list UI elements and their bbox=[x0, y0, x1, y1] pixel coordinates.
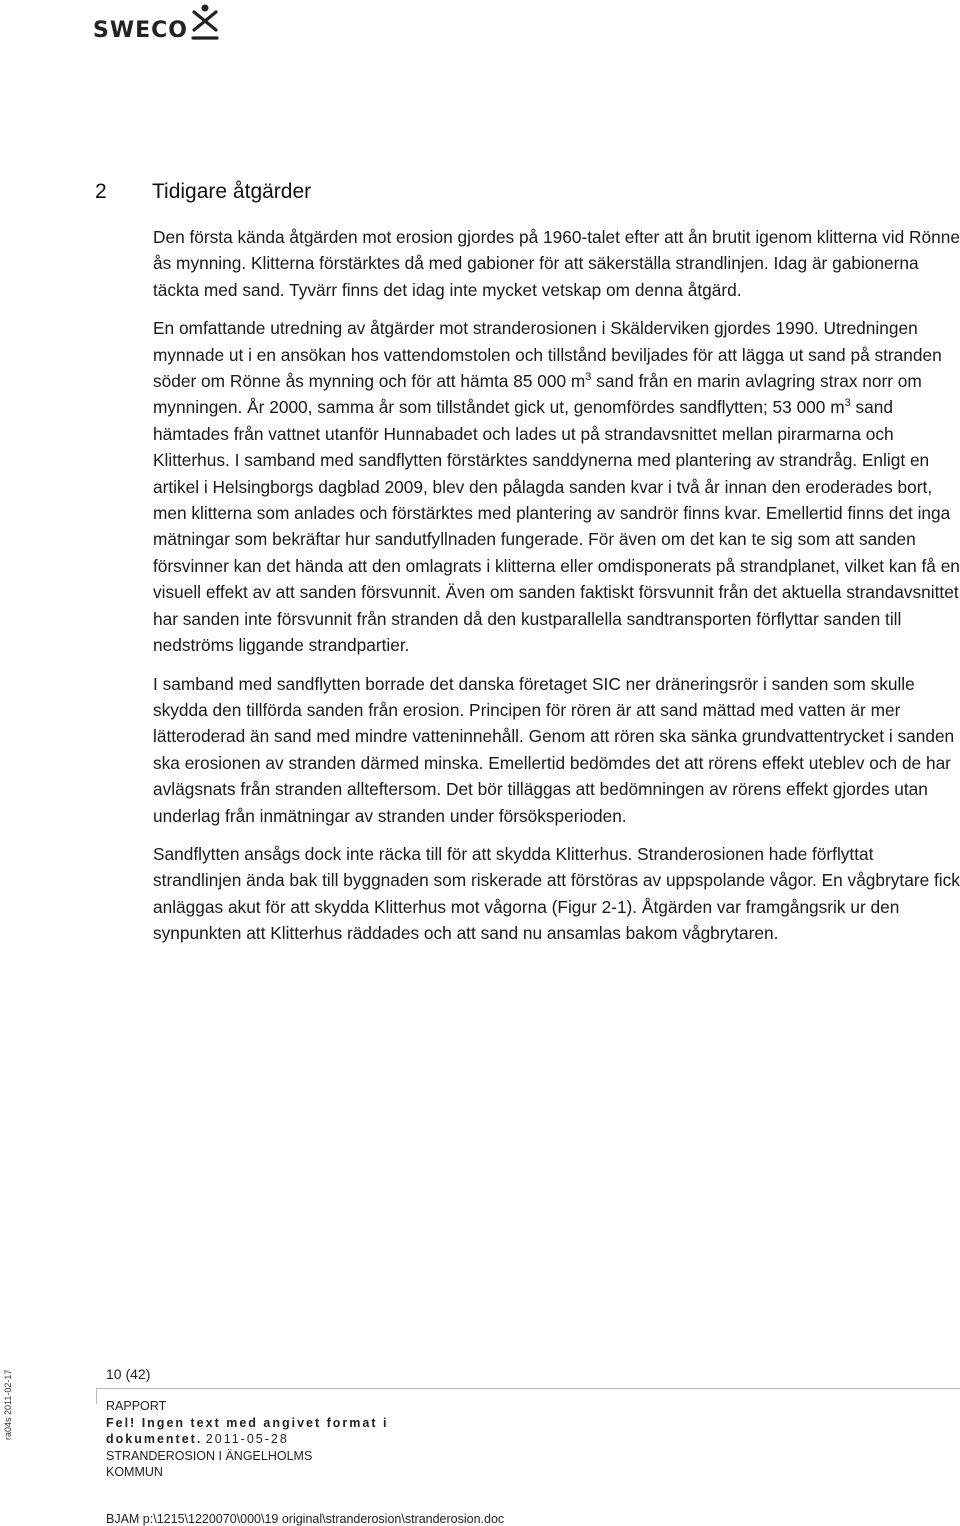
footer-divider-tick bbox=[96, 1388, 97, 1404]
paragraph: Den första kända åtgärden mot erosion gjordes på 1960-talet efter att ån brutit igenom klitterna vid Rönne ås mynning. Klitterna förstärktes då med gabioner för att säkerställa strandlinjen. Idag är gabionerna täckta med sand. Tyvärr finns det idag inte mycket vetskap om denna åtgärd. bbox=[153, 227, 960, 300]
section-title: Tidigare åtgärder bbox=[152, 180, 312, 203]
superscript: 3 bbox=[844, 397, 851, 410]
superscript: 3 bbox=[585, 371, 592, 384]
footer-date: 2011-05-28 bbox=[205, 1432, 289, 1446]
sweco-logo bbox=[93, 4, 223, 44]
section-number: 2 bbox=[95, 180, 107, 203]
paragraph: Sandflytten ansågs dock inte räcka till för att skydda Klitterhus. Stranderosionen hade förflyttat strandlinjen ända bak till byggnaden som riskerade att förstöras av uppspolande vågor. En vågbrytare fick anläggas akut för att skydda Klitterhus mot vågorna (Figur 2-1). Åtgärden var framgångsrik ur den synpunkten att Klitterhus räddades och att sand nu ansamlas bakom vågbrytaren. bbox=[153, 843, 960, 944]
footer-title-line: KOMMUN bbox=[106, 1465, 163, 1479]
sweco-figure-icon bbox=[191, 4, 219, 40]
footer-error-text: Fel! Ingen text med angivet format i bbox=[106, 1415, 389, 1430]
footer bbox=[106, 1398, 506, 1481]
body-text bbox=[153, 224, 960, 959]
footer-title-line: STRANDEROSION I ÄNGELHOLMS bbox=[106, 1448, 313, 1463]
section-heading bbox=[95, 180, 311, 204]
footer-file-path: BJAM p:\1215\1220070\000\19 original\stranderosion\stranderosion.doc bbox=[106, 1512, 505, 1526]
footer-divider bbox=[96, 1388, 960, 1389]
page-number: 10 (42) bbox=[106, 1366, 151, 1382]
footer-error-date-line: dokumentet. 2011-05-28 bbox=[106, 1432, 289, 1446]
footer-doc-type: RAPPORT bbox=[106, 1399, 167, 1413]
paragraph: En omfattande utredning av åtgärder mot stranderosionen i Skälderviken gjordes 1990. Utredningen mynnade ut i en ansökan hos vattendomstolen och tillstånd beviljades för att lägga ut sand på stranden söder om Rönne ås mynning och för att hämta 85 000 $m^3$ sand från en marin avlagring strax norr om mynningen. År 2000, samma år som tillståndet gick ut, genomfördes sandflytten; 53 000 $m^3$ sand hämtades från vattnet utanför Hunnabadet och lades ut på strandavsnittet mellan pirarmarna och Klitterhus. I samband med sandflytten förstärktes sanddynerna med plantering av strandråg. Enligt en artikel i Helsingborgs dagblad 2009, blev den pålagda sanden kvar i två år innan den eroderades bort, men klitterna som anlades och förstärktes med plantering av sandrör finns kvar. Emellertid finns det inga mätningar som bekräftar hur sandutfyllnaden fungerade. För även om det kan te sig som att sanden försvinner kan det hända att den omlagrats i klitterna eller omdisponerats på strandplanet, vilket kan få en visuell effekt av att sanden försvunnit. Även om sanden faktiskt försvunnit från det aktuella strandavsnittet har sanden inte försvunnit från stranden då den kustparallella sandtransporten förflyttar sanden till nedströms liggande strandpartier. bbox=[153, 318, 960, 656]
logo-text: SWECO bbox=[93, 18, 188, 43]
side-template-code: ra04s 2011-02-17 bbox=[3, 1369, 13, 1440]
paragraph: I samband med sandflytten borrade det danska företaget SIC ner dräneringsrör i sanden som skulle skydda den tillförda sanden från erosion. Principen för rören är att sand mättad med vatten är mer lätteroderad än sand med mindre vatteninnehåll. Genom att rören ska sänka grundvattentrycket i sanden ska erosionen av stranden därmed minska. Emellertid bedömdes det att rörens effekt uteblev och de har avlägsnats från stranden allteftersom. Det bör tilläggas att bedömningen av rörens effekt gjordes utan underlag från inmätningar av stranden under försöksperioden. bbox=[153, 673, 955, 826]
